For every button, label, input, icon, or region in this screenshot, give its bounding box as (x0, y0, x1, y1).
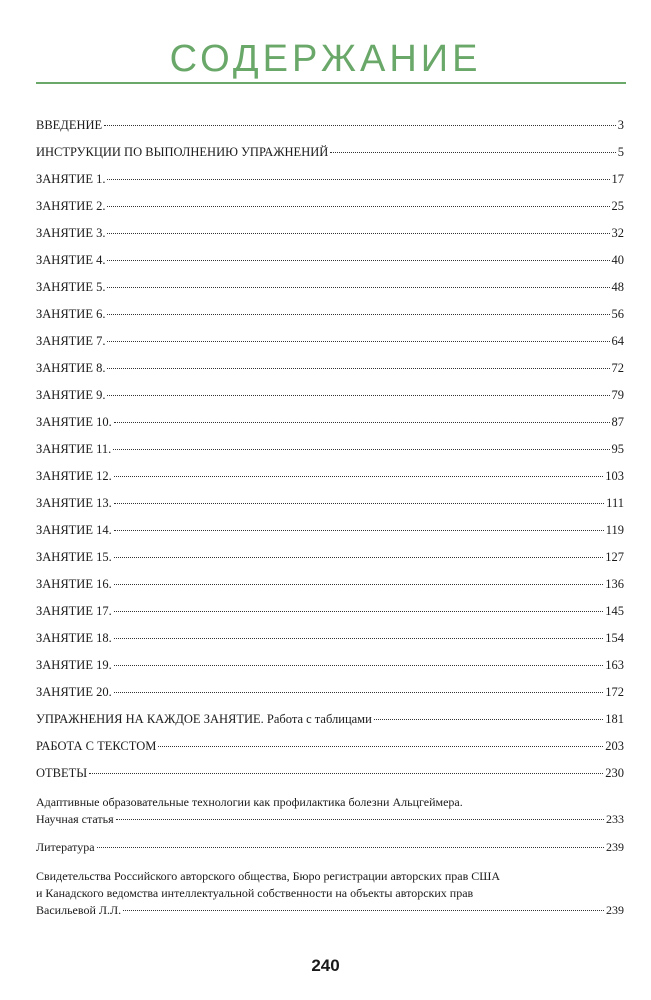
toc-entry[interactable] (36, 280, 624, 307)
toc-entry-certificates-page: 239 (606, 903, 624, 917)
dot-leader (330, 152, 615, 153)
dot-leader (114, 692, 604, 693)
toc-entry-page: 127 (605, 550, 624, 564)
toc-entry-page: 3 (617, 118, 624, 132)
toc-entry-label: ЗАНЯТИЕ 8. (36, 361, 106, 375)
toc-entry-literature-page: 239 (606, 840, 624, 854)
toc-entry-label: ЗАНЯТИЕ 17. (36, 604, 112, 618)
toc-entry[interactable] (36, 766, 624, 793)
toc-entry-label: РАБОТА С ТЕКСТОМ (36, 739, 157, 753)
toc-entry-label: ЗАНЯТИЕ 19. (36, 658, 112, 672)
toc-entry-page: 203 (605, 739, 624, 753)
page-number: 240 (311, 956, 340, 975)
toc-entry-article-line2: Научная статья (36, 812, 114, 826)
toc-entry-label: ИНСТРУКЦИИ ПО ВЫПОЛНЕНИЮ УПРАЖНЕНИЙ (36, 145, 329, 159)
toc-entry-page: 154 (605, 631, 624, 645)
dot-leader (97, 847, 604, 848)
toc-entry[interactable] (36, 442, 624, 469)
toc-entry[interactable] (36, 118, 624, 145)
dot-leader (114, 476, 604, 477)
toc-entry-label: ЗАНЯТИЕ 6. (36, 307, 106, 321)
dot-leader (107, 395, 609, 396)
dot-leader (107, 206, 609, 207)
toc-entry[interactable] (36, 550, 624, 577)
toc-entry[interactable] (36, 253, 624, 280)
toc-entry-label: ЗАНЯТИЕ 5. (36, 280, 106, 294)
toc-entry-literature-label: Литература (36, 840, 95, 854)
toc-entry[interactable] (36, 523, 624, 550)
toc-entry-label: ОТВЕТЫ (36, 766, 88, 780)
toc-entry-label: ЗАНЯТИЕ 2. (36, 199, 106, 213)
toc-entry-page: 103 (605, 469, 624, 483)
toc-entry[interactable] (36, 145, 624, 172)
toc-entry[interactable] (36, 658, 624, 685)
toc-entry-page: 230 (605, 766, 624, 780)
toc-entry-page: 17 (611, 172, 624, 186)
toc-entry[interactable] (36, 496, 624, 523)
dot-leader (89, 773, 603, 774)
toc-entry-page: 87 (611, 415, 624, 429)
dot-leader (107, 341, 609, 342)
dot-leader (114, 557, 604, 558)
toc-entry-page: 145 (605, 604, 624, 618)
toc-entry-page: 25 (611, 199, 624, 213)
toc-entry-page: 95 (611, 442, 624, 456)
dot-leader (116, 819, 604, 820)
toc-entry-certificates-line2: и Канадского ведомства интеллектуальной собственности на объекты авторских прав (36, 886, 474, 900)
toc-entry[interactable] (36, 631, 624, 658)
page-title: СОДЕРЖАНИЕ (169, 38, 482, 80)
toc-entry-page: 136 (605, 577, 624, 591)
toc-entry-label: ЗАНЯТИЕ 20. (36, 685, 112, 699)
dot-leader (107, 287, 609, 288)
toc-entry-page: 181 (605, 712, 624, 726)
toc-entry[interactable] (36, 577, 624, 604)
toc-entry-page: 40 (611, 253, 624, 267)
dot-leader (114, 638, 604, 639)
dot-leader (107, 260, 609, 261)
dot-leader (114, 422, 610, 423)
dot-leader (107, 233, 609, 234)
toc-entry[interactable] (36, 172, 624, 199)
toc-entry[interactable] (36, 712, 624, 739)
dot-leader (104, 125, 616, 126)
toc-entry[interactable] (36, 199, 624, 226)
toc-entry[interactable] (36, 388, 624, 415)
dot-leader (123, 910, 604, 911)
toc-entry-label: УПРАЖНЕНИЯ НА КАЖДОЕ ЗАНЯТИЕ. Работа с таблицами (36, 712, 372, 726)
toc-entry-label: ЗАНЯТИЕ 13. (36, 496, 112, 510)
toc-entry-page: 119 (605, 523, 624, 537)
toc-entry-page: 111 (606, 496, 624, 510)
toc-entry-page: 172 (605, 685, 624, 699)
dot-leader (114, 503, 604, 504)
toc-entry[interactable] (36, 361, 624, 388)
toc-entry-page: 72 (611, 361, 624, 375)
dot-leader (107, 179, 609, 180)
toc-entry-label: ЗАНЯТИЕ 1. (36, 172, 106, 186)
toc-entry[interactable] (36, 226, 624, 253)
toc-entry-certificates-line3: Васильевой Л.Л. (36, 903, 122, 917)
toc-entry-certificates-line1: Свидетельства Российского авторского общества, Бюро регистрации авторских прав США (36, 869, 501, 883)
toc-entry[interactable] (36, 334, 624, 361)
toc-entry-article-line1: Адаптивные образовательные технологии как профилактика болезни Альцгеймера. (36, 795, 463, 809)
dot-leader (158, 746, 603, 747)
toc-entry-page: 5 (617, 145, 624, 159)
toc-entry[interactable] (36, 307, 624, 334)
toc-entry-label: ЗАНЯТИЕ 10. (36, 415, 112, 429)
toc-entry-label: ЗАНЯТИЕ 16. (36, 577, 112, 591)
toc-entry-page: 64 (611, 334, 624, 348)
toc-entry[interactable] (36, 415, 624, 442)
toc-entry-label: ВВЕДЕНИЕ (36, 118, 103, 132)
dot-leader (114, 584, 604, 585)
dot-leader (113, 449, 609, 450)
dot-leader (107, 314, 609, 315)
dot-leader (374, 719, 603, 720)
toc-entry-article[interactable] (36, 795, 624, 830)
dot-leader (114, 530, 604, 531)
toc-entry-label: ЗАНЯТИЕ 3. (36, 226, 106, 240)
toc-entry-page: 48 (611, 280, 624, 294)
toc-entry[interactable] (36, 739, 624, 766)
toc-entry-label: ЗАНЯТИЕ 12. (36, 469, 112, 483)
dot-leader (114, 611, 604, 612)
toc-entry[interactable] (36, 604, 624, 631)
table-of-contents (36, 118, 624, 921)
toc-entry-page: 163 (605, 658, 624, 672)
title-divider (36, 82, 626, 84)
toc-entry-article-page: 233 (606, 812, 624, 826)
toc-entry[interactable] (36, 685, 624, 712)
toc-entry-label: ЗАНЯТИЕ 9. (36, 388, 106, 402)
toc-entry-label: ЗАНЯТИЕ 18. (36, 631, 112, 645)
toc-entry[interactable] (36, 469, 624, 496)
toc-entry-label: ЗАНЯТИЕ 7. (36, 334, 106, 348)
toc-entry-label: ЗАНЯТИЕ 4. (36, 253, 106, 267)
toc-entry-label: ЗАНЯТИЕ 11. (36, 442, 112, 456)
toc-entry-page: 56 (611, 307, 624, 321)
dot-leader (114, 665, 604, 666)
toc-entry-label: ЗАНЯТИЕ 15. (36, 550, 112, 564)
toc-entry-literature[interactable] (36, 840, 624, 867)
toc-entry-page: 79 (611, 388, 624, 402)
dot-leader (107, 368, 609, 369)
toc-entry-label: ЗАНЯТИЕ 14. (36, 523, 112, 537)
toc-entry-page: 32 (611, 226, 624, 240)
toc-entry-certificates[interactable] (36, 869, 624, 921)
